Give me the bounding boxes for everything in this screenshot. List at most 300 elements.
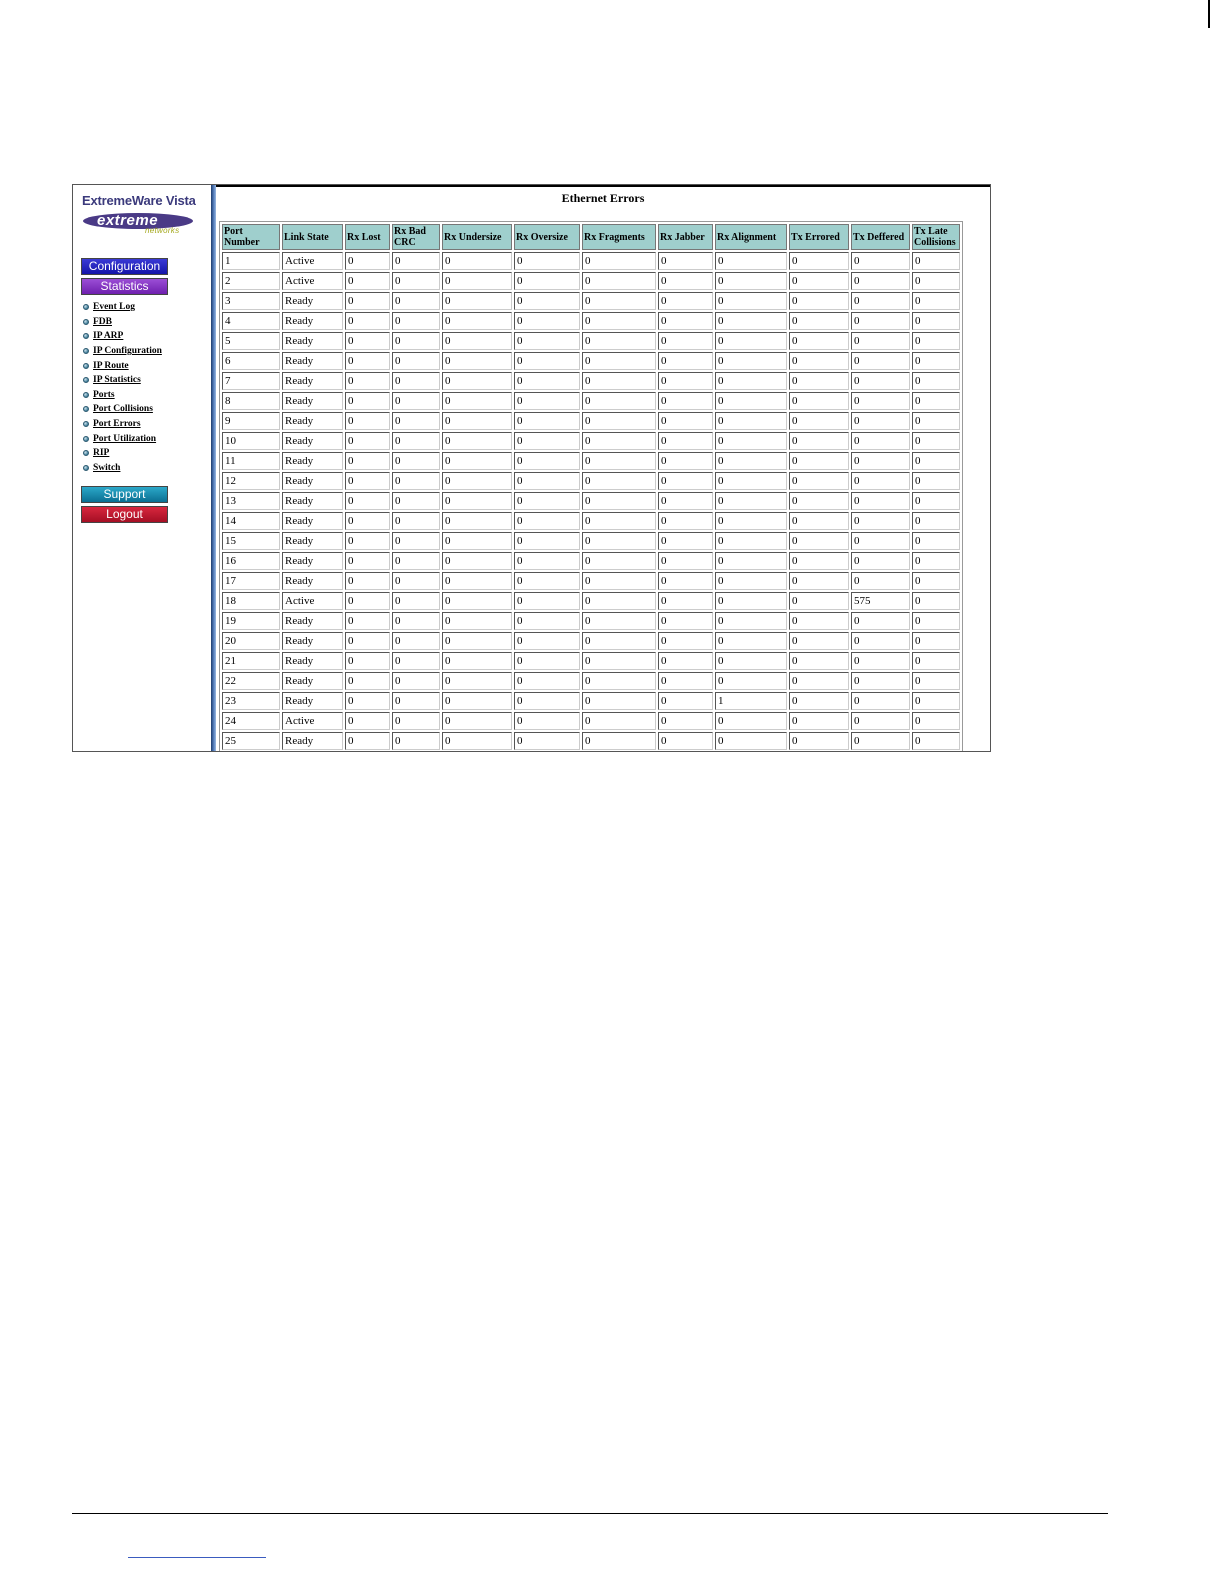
cell-rx-oversize: 0 bbox=[514, 592, 580, 610]
table-row bbox=[222, 552, 960, 570]
sidebar-link[interactable]: Port Errors bbox=[93, 419, 141, 430]
cell-rx-alignment: 0 bbox=[715, 492, 787, 510]
cell-tx-deffered: 0 bbox=[851, 712, 910, 730]
table-row bbox=[222, 692, 960, 710]
cell-rx-fragments: 0 bbox=[582, 492, 656, 510]
sidebar-link[interactable]: IP Configuration bbox=[93, 346, 162, 357]
bullet-icon bbox=[83, 348, 89, 354]
cell-port-number: 18 bbox=[222, 592, 280, 610]
bullet-icon bbox=[83, 465, 89, 471]
cell-rx-undersize: 0 bbox=[442, 492, 512, 510]
cell-tx-errored: 0 bbox=[789, 652, 849, 670]
cell-rx-bad-crc: 0 bbox=[392, 692, 440, 710]
cell-rx-bad-crc: 0 bbox=[392, 412, 440, 430]
cell-tx-errored: 0 bbox=[789, 432, 849, 450]
cell-link-state: Ready bbox=[282, 432, 343, 450]
cell-tx-late-collisions: 0 bbox=[912, 472, 960, 490]
cell-rx-fragments: 0 bbox=[582, 532, 656, 550]
cell-rx-oversize: 0 bbox=[514, 392, 580, 410]
cell-port-number: 3 bbox=[222, 292, 280, 310]
cell-rx-fragments: 0 bbox=[582, 672, 656, 690]
cell-rx-jabber: 0 bbox=[658, 252, 713, 270]
cell-link-state: Ready bbox=[282, 572, 343, 590]
cell-rx-fragments: 0 bbox=[582, 432, 656, 450]
cell-rx-fragments: 0 bbox=[582, 332, 656, 350]
configuration-button[interactable]: Configuration bbox=[81, 258, 168, 275]
cell-rx-oversize: 0 bbox=[514, 712, 580, 730]
table-row bbox=[222, 392, 960, 410]
column-header-link-state: Link State bbox=[282, 224, 343, 250]
cell-rx-oversize: 0 bbox=[514, 432, 580, 450]
cell-port-number: 14 bbox=[222, 512, 280, 530]
cell-link-state: Ready bbox=[282, 312, 343, 330]
logout-button[interactable]: Logout bbox=[81, 506, 168, 523]
column-header-port-number: Port Number bbox=[222, 224, 280, 250]
sidebar-item-ports[interactable] bbox=[83, 388, 162, 403]
sidebar-link[interactable]: Event Log bbox=[93, 302, 135, 313]
cell-rx-jabber: 0 bbox=[658, 732, 713, 750]
column-header-tx-deffered: Tx Deffered bbox=[851, 224, 910, 250]
sidebar-item-switch[interactable] bbox=[83, 461, 162, 476]
cell-rx-jabber: 0 bbox=[658, 312, 713, 330]
cell-rx-bad-crc: 0 bbox=[392, 352, 440, 370]
cell-port-number: 5 bbox=[222, 332, 280, 350]
cell-rx-bad-crc: 0 bbox=[392, 672, 440, 690]
cell-tx-errored: 0 bbox=[789, 572, 849, 590]
sidebar-item-ip-arp[interactable] bbox=[83, 329, 162, 344]
cell-rx-lost: 0 bbox=[345, 332, 390, 350]
cell-rx-lost: 0 bbox=[345, 512, 390, 530]
cell-tx-late-collisions: 0 bbox=[912, 252, 960, 270]
cell-rx-fragments: 0 bbox=[582, 632, 656, 650]
cell-link-state: Ready bbox=[282, 732, 343, 750]
cell-link-state: Ready bbox=[282, 512, 343, 530]
cell-tx-late-collisions: 0 bbox=[912, 372, 960, 390]
cell-rx-fragments: 0 bbox=[582, 692, 656, 710]
table-row bbox=[222, 472, 960, 490]
cell-tx-errored: 0 bbox=[789, 272, 849, 290]
cell-rx-bad-crc: 0 bbox=[392, 572, 440, 590]
cell-tx-deffered: 0 bbox=[851, 472, 910, 490]
cell-rx-bad-crc: 0 bbox=[392, 492, 440, 510]
cell-link-state: Ready bbox=[282, 692, 343, 710]
table-row bbox=[222, 592, 960, 610]
cell-rx-lost: 0 bbox=[345, 732, 390, 750]
cell-link-state: Ready bbox=[282, 372, 343, 390]
cell-port-number: 20 bbox=[222, 632, 280, 650]
cell-rx-fragments: 0 bbox=[582, 472, 656, 490]
cell-rx-jabber: 0 bbox=[658, 692, 713, 710]
table-row bbox=[222, 332, 960, 350]
cell-rx-fragments: 0 bbox=[582, 272, 656, 290]
table-row bbox=[222, 432, 960, 450]
cell-rx-lost: 0 bbox=[345, 392, 390, 410]
cell-tx-deffered: 0 bbox=[851, 532, 910, 550]
cell-link-state: Ready bbox=[282, 392, 343, 410]
cell-rx-bad-crc: 0 bbox=[392, 472, 440, 490]
cell-tx-late-collisions: 0 bbox=[912, 312, 960, 330]
cell-rx-oversize: 0 bbox=[514, 652, 580, 670]
cell-rx-jabber: 0 bbox=[658, 492, 713, 510]
cell-rx-alignment: 0 bbox=[715, 512, 787, 530]
cell-rx-lost: 0 bbox=[345, 412, 390, 430]
cell-tx-errored: 0 bbox=[789, 492, 849, 510]
cell-link-state: Active bbox=[282, 252, 343, 270]
table-row bbox=[222, 612, 960, 630]
cell-tx-late-collisions: 0 bbox=[912, 632, 960, 650]
cell-rx-jabber: 0 bbox=[658, 712, 713, 730]
cell-tx-late-collisions: 0 bbox=[912, 672, 960, 690]
cell-tx-errored: 0 bbox=[789, 472, 849, 490]
cell-tx-errored: 0 bbox=[789, 312, 849, 330]
cell-rx-alignment: 0 bbox=[715, 252, 787, 270]
cell-rx-lost: 0 bbox=[345, 432, 390, 450]
cell-rx-oversize: 0 bbox=[514, 532, 580, 550]
sidebar-link[interactable]: IP ARP bbox=[93, 331, 124, 342]
column-header-rx-undersize: Rx Undersize bbox=[442, 224, 512, 250]
page-edge-mark bbox=[1208, 0, 1210, 28]
cell-rx-jabber: 0 bbox=[658, 632, 713, 650]
column-header-rx-oversize: Rx Oversize bbox=[514, 224, 580, 250]
cell-rx-undersize: 0 bbox=[442, 572, 512, 590]
cell-rx-bad-crc: 0 bbox=[392, 732, 440, 750]
column-header-rx-alignment: Rx Alignment bbox=[715, 224, 787, 250]
content-pane bbox=[216, 185, 990, 752]
cell-rx-jabber: 0 bbox=[658, 552, 713, 570]
cell-rx-lost: 0 bbox=[345, 452, 390, 470]
cell-tx-late-collisions: 0 bbox=[912, 692, 960, 710]
cell-rx-bad-crc: 0 bbox=[392, 432, 440, 450]
cell-rx-lost: 0 bbox=[345, 292, 390, 310]
cell-rx-lost: 0 bbox=[345, 272, 390, 290]
sidebar-item-ip-route[interactable] bbox=[83, 358, 162, 373]
cell-link-state: Ready bbox=[282, 552, 343, 570]
cell-rx-undersize: 0 bbox=[442, 352, 512, 370]
cell-link-state: Ready bbox=[282, 632, 343, 650]
cell-tx-deffered: 0 bbox=[851, 632, 910, 650]
cell-rx-lost: 0 bbox=[345, 592, 390, 610]
cell-rx-alignment: 0 bbox=[715, 272, 787, 290]
sidebar-item-port-collisions[interactable] bbox=[83, 402, 162, 417]
table-row bbox=[222, 372, 960, 390]
cell-rx-jabber: 0 bbox=[658, 652, 713, 670]
cell-rx-alignment: 0 bbox=[715, 392, 787, 410]
cell-rx-bad-crc: 0 bbox=[392, 532, 440, 550]
cell-rx-bad-crc: 0 bbox=[392, 512, 440, 530]
cell-port-number: 24 bbox=[222, 712, 280, 730]
cell-rx-jabber: 0 bbox=[658, 412, 713, 430]
cell-rx-lost: 0 bbox=[345, 552, 390, 570]
sidebar-link[interactable]: IP Statistics bbox=[93, 375, 141, 386]
cell-tx-deffered: 575 bbox=[851, 592, 910, 610]
cell-tx-errored: 0 bbox=[789, 732, 849, 750]
cell-rx-bad-crc: 0 bbox=[392, 392, 440, 410]
cell-tx-errored: 0 bbox=[789, 712, 849, 730]
cell-tx-deffered: 0 bbox=[851, 452, 910, 470]
cell-tx-late-collisions: 0 bbox=[912, 352, 960, 370]
cell-rx-bad-crc: 0 bbox=[392, 712, 440, 730]
cell-rx-jabber: 0 bbox=[658, 392, 713, 410]
cell-tx-deffered: 0 bbox=[851, 692, 910, 710]
cell-rx-bad-crc: 0 bbox=[392, 272, 440, 290]
cell-tx-late-collisions: 0 bbox=[912, 612, 960, 630]
cell-link-state: Ready bbox=[282, 352, 343, 370]
browser-frame bbox=[72, 184, 991, 752]
cell-rx-lost: 0 bbox=[345, 352, 390, 370]
cell-rx-undersize: 0 bbox=[442, 552, 512, 570]
cell-tx-late-collisions: 0 bbox=[912, 712, 960, 730]
cell-rx-lost: 0 bbox=[345, 372, 390, 390]
cell-rx-alignment: 0 bbox=[715, 292, 787, 310]
cell-tx-errored: 0 bbox=[789, 552, 849, 570]
cell-tx-errored: 0 bbox=[789, 392, 849, 410]
cell-tx-errored: 0 bbox=[789, 532, 849, 550]
cell-tx-late-collisions: 0 bbox=[912, 272, 960, 290]
cell-port-number: 22 bbox=[222, 672, 280, 690]
cell-rx-oversize: 0 bbox=[514, 612, 580, 630]
cell-rx-jabber: 0 bbox=[658, 572, 713, 590]
sidebar-item-rip[interactable] bbox=[83, 446, 162, 461]
cell-tx-deffered: 0 bbox=[851, 312, 910, 330]
cell-rx-fragments: 0 bbox=[582, 652, 656, 670]
column-header-tx-late-collisions: Tx Late Collisions bbox=[912, 224, 960, 250]
cell-rx-alignment: 0 bbox=[715, 432, 787, 450]
table-row bbox=[222, 632, 960, 650]
cell-tx-deffered: 0 bbox=[851, 612, 910, 630]
cell-tx-late-collisions: 0 bbox=[912, 572, 960, 590]
sidebar-link[interactable]: IP Route bbox=[93, 360, 129, 371]
cell-rx-jabber: 0 bbox=[658, 672, 713, 690]
cell-rx-oversize: 0 bbox=[514, 272, 580, 290]
cell-tx-late-collisions: 0 bbox=[912, 532, 960, 550]
table-row bbox=[222, 532, 960, 550]
sidebar bbox=[73, 185, 211, 751]
column-header-tx-errored: Tx Errored bbox=[789, 224, 849, 250]
cell-tx-deffered: 0 bbox=[851, 332, 910, 350]
table-row bbox=[222, 292, 960, 310]
cell-rx-bad-crc: 0 bbox=[392, 632, 440, 650]
sidebar-item-port-errors[interactable] bbox=[83, 417, 162, 432]
cell-link-state: Ready bbox=[282, 412, 343, 430]
table-row bbox=[222, 412, 960, 430]
cell-rx-alignment: 0 bbox=[715, 532, 787, 550]
sidebar-item-event-log[interactable] bbox=[83, 300, 162, 315]
cell-rx-alignment: 0 bbox=[715, 732, 787, 750]
cell-tx-errored: 0 bbox=[789, 512, 849, 530]
bullet-icon bbox=[83, 392, 89, 398]
cell-tx-deffered: 0 bbox=[851, 392, 910, 410]
cell-rx-bad-crc: 0 bbox=[392, 332, 440, 350]
cell-rx-lost: 0 bbox=[345, 492, 390, 510]
cell-rx-bad-crc: 0 bbox=[392, 252, 440, 270]
cell-tx-deffered: 0 bbox=[851, 732, 910, 750]
table-row bbox=[222, 732, 960, 750]
cell-port-number: 11 bbox=[222, 452, 280, 470]
cell-rx-jabber: 0 bbox=[658, 352, 713, 370]
cell-rx-undersize: 0 bbox=[442, 412, 512, 430]
cell-tx-late-collisions: 0 bbox=[912, 452, 960, 470]
bullet-icon bbox=[83, 363, 89, 369]
cell-tx-errored: 0 bbox=[789, 252, 849, 270]
cell-port-number: 2 bbox=[222, 272, 280, 290]
cell-port-number: 7 bbox=[222, 372, 280, 390]
cell-rx-undersize: 0 bbox=[442, 612, 512, 630]
cell-rx-fragments: 0 bbox=[582, 452, 656, 470]
cell-rx-alignment: 0 bbox=[715, 452, 787, 470]
cell-rx-undersize: 0 bbox=[442, 312, 512, 330]
cell-rx-lost: 0 bbox=[345, 672, 390, 690]
cell-rx-undersize: 0 bbox=[442, 292, 512, 310]
cell-rx-undersize: 0 bbox=[442, 532, 512, 550]
cell-tx-deffered: 0 bbox=[851, 292, 910, 310]
cell-tx-late-collisions: 0 bbox=[912, 552, 960, 570]
cell-rx-bad-crc: 0 bbox=[392, 312, 440, 330]
cell-tx-deffered: 0 bbox=[851, 352, 910, 370]
footer-link-underline[interactable] bbox=[128, 1557, 266, 1558]
cell-rx-jabber: 0 bbox=[658, 332, 713, 350]
cell-rx-oversize: 0 bbox=[514, 252, 580, 270]
cell-tx-errored: 0 bbox=[789, 612, 849, 630]
cell-rx-undersize: 0 bbox=[442, 252, 512, 270]
cell-rx-fragments: 0 bbox=[582, 312, 656, 330]
cell-rx-alignment: 0 bbox=[715, 352, 787, 370]
cell-port-number: 12 bbox=[222, 472, 280, 490]
table-row bbox=[222, 272, 960, 290]
cell-rx-alignment: 0 bbox=[715, 652, 787, 670]
sidebar-link[interactable]: Ports bbox=[93, 389, 115, 400]
cell-rx-lost: 0 bbox=[345, 612, 390, 630]
cell-rx-oversize: 0 bbox=[514, 692, 580, 710]
cell-port-number: 4 bbox=[222, 312, 280, 330]
cell-link-state: Ready bbox=[282, 292, 343, 310]
cell-port-number: 15 bbox=[222, 532, 280, 550]
cell-tx-errored: 0 bbox=[789, 332, 849, 350]
cell-rx-oversize: 0 bbox=[514, 352, 580, 370]
sidebar-link[interactable]: Port Utilization bbox=[93, 433, 157, 444]
cell-port-number: 10 bbox=[222, 432, 280, 450]
sidebar-link[interactable]: RIP bbox=[93, 448, 110, 459]
cell-link-state: Ready bbox=[282, 492, 343, 510]
bullet-icon bbox=[83, 436, 89, 442]
cell-rx-oversize: 0 bbox=[514, 512, 580, 530]
cell-rx-alignment: 0 bbox=[715, 672, 787, 690]
cell-rx-bad-crc: 0 bbox=[392, 612, 440, 630]
cell-rx-undersize: 0 bbox=[442, 432, 512, 450]
cell-rx-lost: 0 bbox=[345, 632, 390, 650]
column-header-rx-bad-crc: Rx Bad CRC bbox=[392, 224, 440, 250]
cell-port-number: 13 bbox=[222, 492, 280, 510]
table-row bbox=[222, 352, 960, 370]
cell-rx-lost: 0 bbox=[345, 252, 390, 270]
cell-port-number: 1 bbox=[222, 252, 280, 270]
cell-rx-fragments: 0 bbox=[582, 512, 656, 530]
statistics-button[interactable]: Statistics bbox=[81, 278, 168, 295]
cell-rx-fragments: 0 bbox=[582, 712, 656, 730]
cell-tx-late-collisions: 0 bbox=[912, 332, 960, 350]
cell-rx-alignment: 0 bbox=[715, 472, 787, 490]
cell-tx-errored: 0 bbox=[789, 632, 849, 650]
cell-rx-fragments: 0 bbox=[582, 552, 656, 570]
sidebar-item-port-utilization[interactable] bbox=[83, 431, 162, 446]
logo-subtext: networks bbox=[145, 226, 180, 235]
cell-rx-alignment: 0 bbox=[715, 712, 787, 730]
cell-rx-undersize: 0 bbox=[442, 472, 512, 490]
sidebar-item-fdb[interactable] bbox=[83, 315, 162, 330]
cell-rx-oversize: 0 bbox=[514, 332, 580, 350]
sidebar-link[interactable]: Port Collisions bbox=[93, 404, 153, 415]
cell-rx-lost: 0 bbox=[345, 312, 390, 330]
table-row bbox=[222, 572, 960, 590]
bullet-icon bbox=[83, 333, 89, 339]
cell-tx-errored: 0 bbox=[789, 372, 849, 390]
cell-tx-late-collisions: 0 bbox=[912, 512, 960, 530]
table-row bbox=[222, 672, 960, 690]
cell-rx-oversize: 0 bbox=[514, 292, 580, 310]
cell-rx-undersize: 0 bbox=[442, 392, 512, 410]
cell-rx-jabber: 0 bbox=[658, 592, 713, 610]
cell-rx-oversize: 0 bbox=[514, 452, 580, 470]
cell-tx-errored: 0 bbox=[789, 592, 849, 610]
cell-tx-deffered: 0 bbox=[851, 412, 910, 430]
cell-rx-alignment: 1 bbox=[715, 692, 787, 710]
bullet-icon bbox=[83, 304, 89, 310]
cell-tx-late-collisions: 0 bbox=[912, 732, 960, 750]
cell-tx-deffered: 0 bbox=[851, 512, 910, 530]
cell-rx-bad-crc: 0 bbox=[392, 652, 440, 670]
cell-port-number: 6 bbox=[222, 352, 280, 370]
cell-rx-fragments: 0 bbox=[582, 252, 656, 270]
cell-rx-undersize: 0 bbox=[442, 632, 512, 650]
cell-rx-lost: 0 bbox=[345, 712, 390, 730]
cell-rx-oversize: 0 bbox=[514, 472, 580, 490]
cell-tx-deffered: 0 bbox=[851, 252, 910, 270]
cell-rx-jabber: 0 bbox=[658, 432, 713, 450]
column-header-rx-jabber: Rx Jabber bbox=[658, 224, 713, 250]
cell-rx-jabber: 0 bbox=[658, 452, 713, 470]
cell-rx-bad-crc: 0 bbox=[392, 552, 440, 570]
sidebar-link[interactable]: FDB bbox=[93, 316, 112, 327]
sidebar-item-ip-statistics[interactable] bbox=[83, 373, 162, 388]
cell-rx-oversize: 0 bbox=[514, 492, 580, 510]
brand-title: ExtremeWare Vista bbox=[82, 193, 196, 208]
cell-rx-fragments: 0 bbox=[582, 392, 656, 410]
cell-rx-undersize: 0 bbox=[442, 692, 512, 710]
cell-rx-undersize: 0 bbox=[442, 712, 512, 730]
table-row bbox=[222, 492, 960, 510]
cell-tx-deffered: 0 bbox=[851, 492, 910, 510]
cell-link-state: Active bbox=[282, 712, 343, 730]
cell-port-number: 9 bbox=[222, 412, 280, 430]
cell-tx-errored: 0 bbox=[789, 412, 849, 430]
support-button[interactable]: Support bbox=[81, 486, 168, 503]
cell-rx-alignment: 0 bbox=[715, 372, 787, 390]
cell-tx-deffered: 0 bbox=[851, 652, 910, 670]
cell-rx-oversize: 0 bbox=[514, 412, 580, 430]
cell-tx-deffered: 0 bbox=[851, 372, 910, 390]
cell-rx-jabber: 0 bbox=[658, 292, 713, 310]
cell-rx-undersize: 0 bbox=[442, 452, 512, 470]
cell-rx-undersize: 0 bbox=[442, 512, 512, 530]
cell-rx-lost: 0 bbox=[345, 692, 390, 710]
sidebar-link[interactable]: Switch bbox=[93, 462, 121, 473]
cell-port-number: 21 bbox=[222, 652, 280, 670]
table-header-row bbox=[222, 224, 960, 250]
cell-rx-bad-crc: 0 bbox=[392, 372, 440, 390]
cell-port-number: 19 bbox=[222, 612, 280, 630]
sidebar-item-ip-configuration[interactable] bbox=[83, 344, 162, 359]
cell-rx-lost: 0 bbox=[345, 652, 390, 670]
cell-rx-lost: 0 bbox=[345, 472, 390, 490]
